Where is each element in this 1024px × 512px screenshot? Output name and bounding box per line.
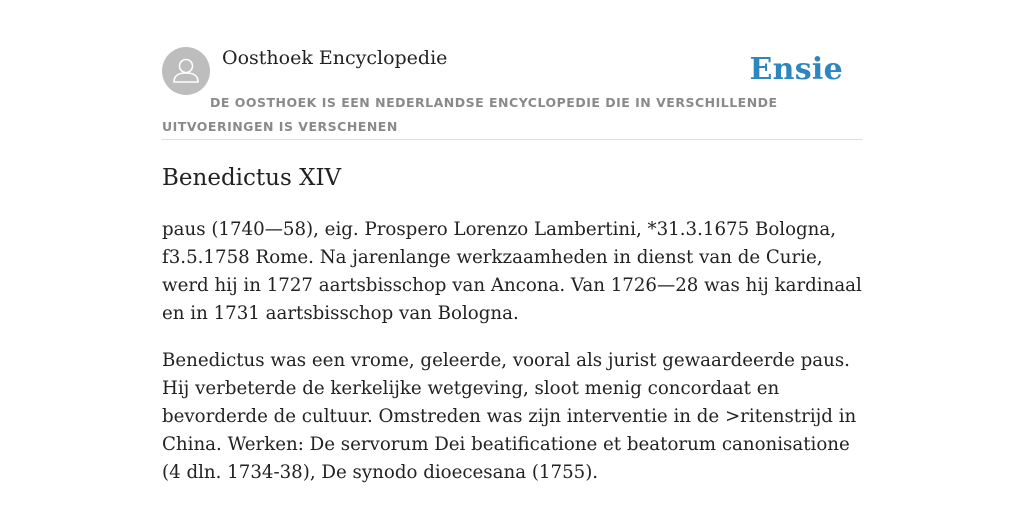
- avatar[interactable]: [162, 47, 210, 95]
- header-divider: [162, 139, 862, 140]
- source-title[interactable]: Oosthoek Encyclopedie: [222, 47, 448, 69]
- article-body: [162, 216, 862, 506]
- article-paragraph: paus (1740—58), eig. Prospero Lorenzo Lambertini, *31.3.1675 Bologna, f3.5.1758 Rome. Na jarenlange werkzaamheden in dienst van de Curie, werd hij in 1727 aartsbisschop van Ancona. Van 1726—28 was hij kardinaal en in 1731 aartsbisschop van Bologna.: [162, 219, 862, 324]
- source-tagline: DE OOSTHOEK IS EEN NEDERLANDSE ENCYCLOPEDIE DIE IN VERSCHILLENDE UITVOERINGEN IS VERSCHENEN: [162, 95, 778, 134]
- brand-logo[interactable]: Ensie: [749, 52, 843, 87]
- article-title: Benedictus XIV: [162, 165, 342, 191]
- article-paragraph: Benedictus was een vrome, geleerde, vooral als jurist gewaardeerde paus. Hij verbeterde de kerkelijke wetgeving, sloot menig concordaat en bevorderde de cultuur. Omstreden was zijn interventie in de >ritenstrijd in China. Werken: De servorum Dei beatificatione et beatorum canonisatione (4 dln. 1734-38), De synodo dioecesana (1755).: [162, 350, 857, 483]
- user-icon: [162, 47, 210, 95]
